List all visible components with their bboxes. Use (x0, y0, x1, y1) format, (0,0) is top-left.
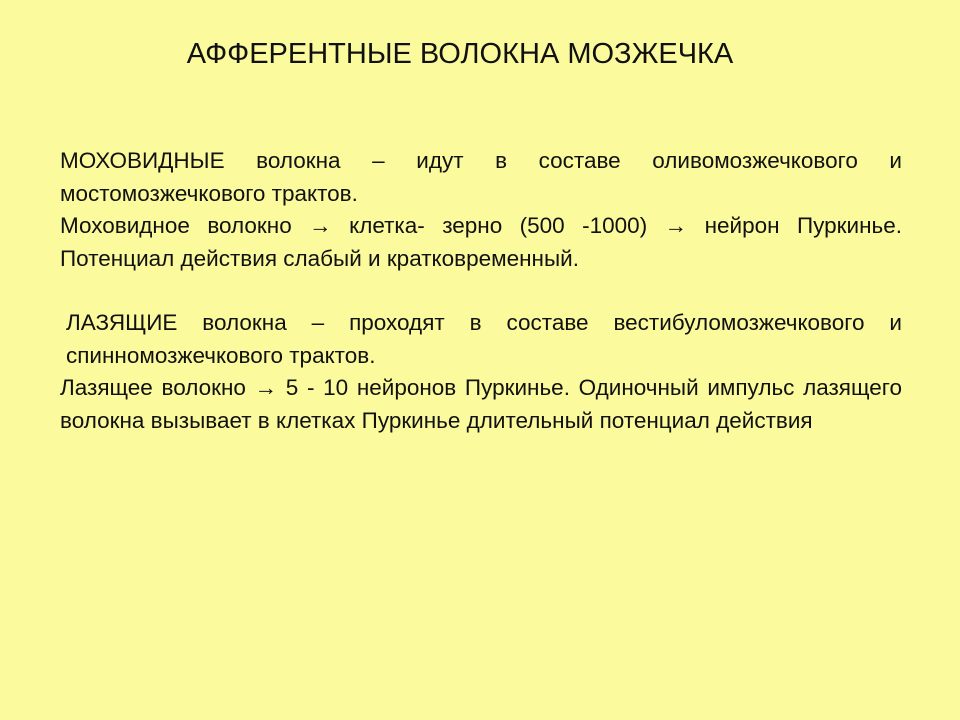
mossy-fibers-pathway: Моховидное волокно → клетка- зерно (500 -1000) → нейрон Пуркинье. Потенциал действия слабый и кратковременный. (60, 213, 902, 271)
climbing-fibers-pathway: Лазящее волокно → 5 - 10 нейронов Пуркинье. Одиночный импульс лазящего волокна вызывает в клетках Пуркинье длительный потенциал действия (60, 375, 902, 433)
slide-title: АФФЕРЕНТНЫЕ ВОЛОКНА МОЗЖЕЧКА (186, 38, 734, 70)
climbing-fibers-description: ЛАЗЯЩИЕ волокна – проходят в составе вестибуломозжечкового и спинномозжечкового трактов. (66, 310, 902, 368)
mossy-fibers-description: МОХОВИДНЫЕ волокна – идут в составе оливомозжечкового и мостомозжечкового трактов. (60, 148, 902, 206)
slide-body (60, 145, 902, 437)
paragraph-spacer (60, 275, 902, 307)
